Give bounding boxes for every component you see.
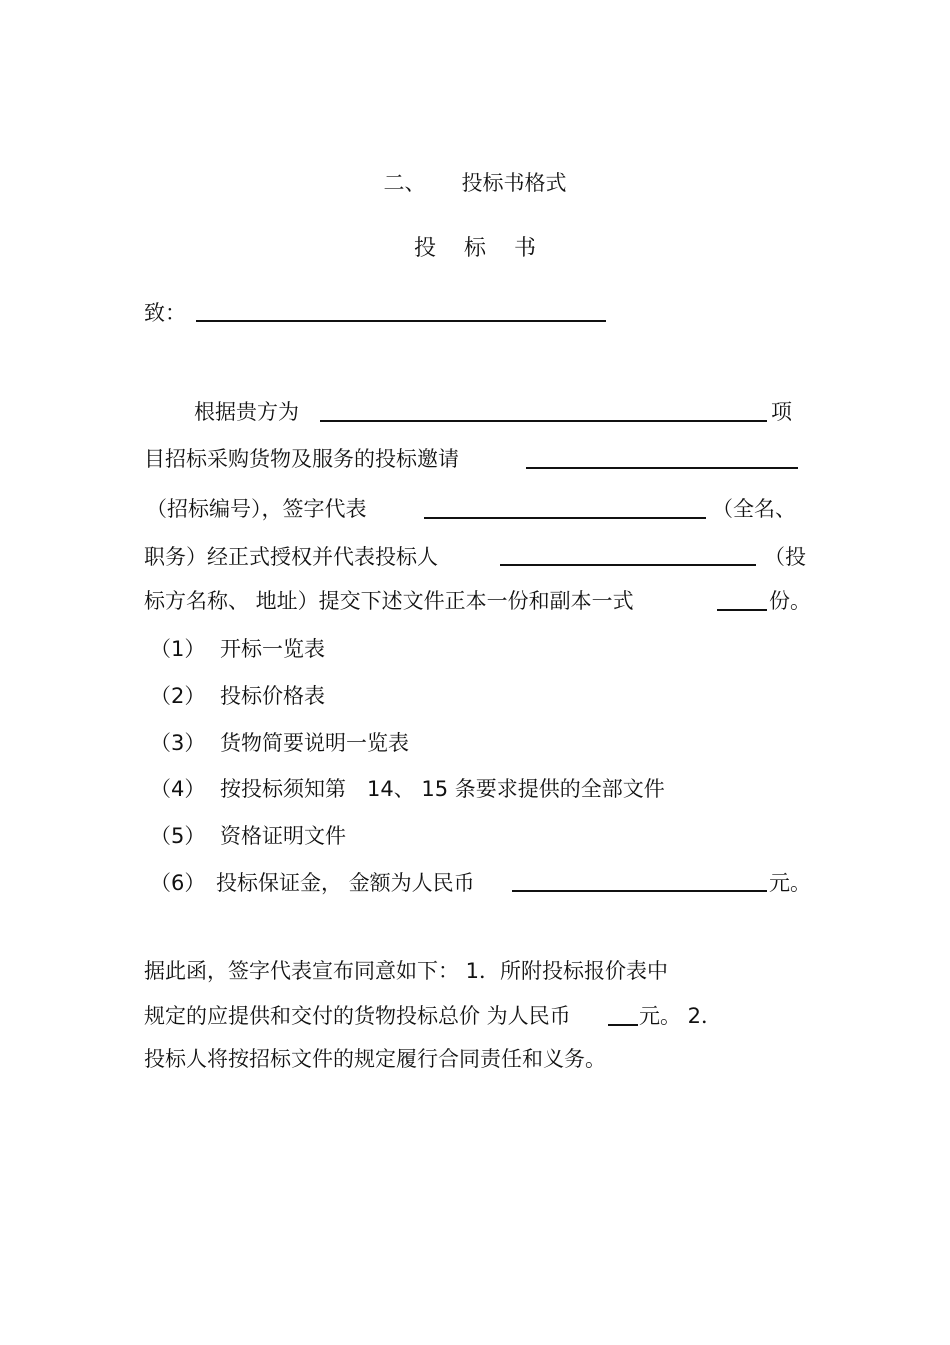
bidder-blank [500,564,756,566]
list-item-number: （6） [150,871,206,895]
addressee-blank [196,320,606,322]
list-item: 投标价格表 [220,684,325,708]
copies-blank [717,609,767,611]
representative-blank [424,517,706,519]
list-item: 投标保证金， 金额为人民币 [216,871,475,895]
body-line-3-start: （招标编号），签字代表 [146,497,367,521]
section-number: 二、 [383,171,426,195]
declaration-line-3: 投标人将按招标文件的规定履行合同责任和义务。 [144,1047,606,1071]
section-title: 投标书格式 [461,171,567,195]
addressee-label: 致： [144,301,186,325]
bid-bond-amount-blank [512,890,767,892]
list-item-number: （5） [150,824,206,848]
document-title: 投标书 [413,236,564,261]
body-line-3-end: （全名、 [712,497,796,521]
list-item-number: （1） [150,637,206,661]
list-item: 按投标须知第 14、 15 条要求提供的全部文件 [220,777,665,801]
body-line-5-end: 份。 [769,589,811,613]
bid-bond-suffix: 元。 [769,871,811,895]
body-line-4-end: （投 [764,545,806,569]
list-item-number: （4） [150,777,206,801]
list-item: 资格证明文件 [220,824,346,848]
tender-number-blank [526,467,798,469]
body-line-5-start: 标方名称、 地址）提交下述文件正本一份和副本一式 [144,589,634,613]
total-price-blank [608,1024,638,1026]
body-line-2: 目招标采购货物及服务的投标邀请 [144,447,459,471]
list-item: 货物简要说明一览表 [220,731,409,755]
body-line-1-end: 项 [771,400,792,424]
declaration-line-1: 据此函，签字代表宣布同意如下： 1．所附投标报价表中 [144,959,669,983]
body-line-1-start: 根据贵方为 [194,400,299,424]
list-item-number: （2） [150,684,206,708]
declaration-line-2-end: 元。 2． [639,1004,723,1028]
section-heading [0,168,950,198]
list-item: 开标一览表 [220,637,325,661]
body-line-4-start: 职务）经正式授权并代表投标人 [144,545,438,569]
project-name-blank [320,420,767,422]
list-item-number: （3） [150,731,206,755]
declaration-line-2-start: 规定的应提供和交付的货物投标总价 为人民币 [144,1004,571,1028]
